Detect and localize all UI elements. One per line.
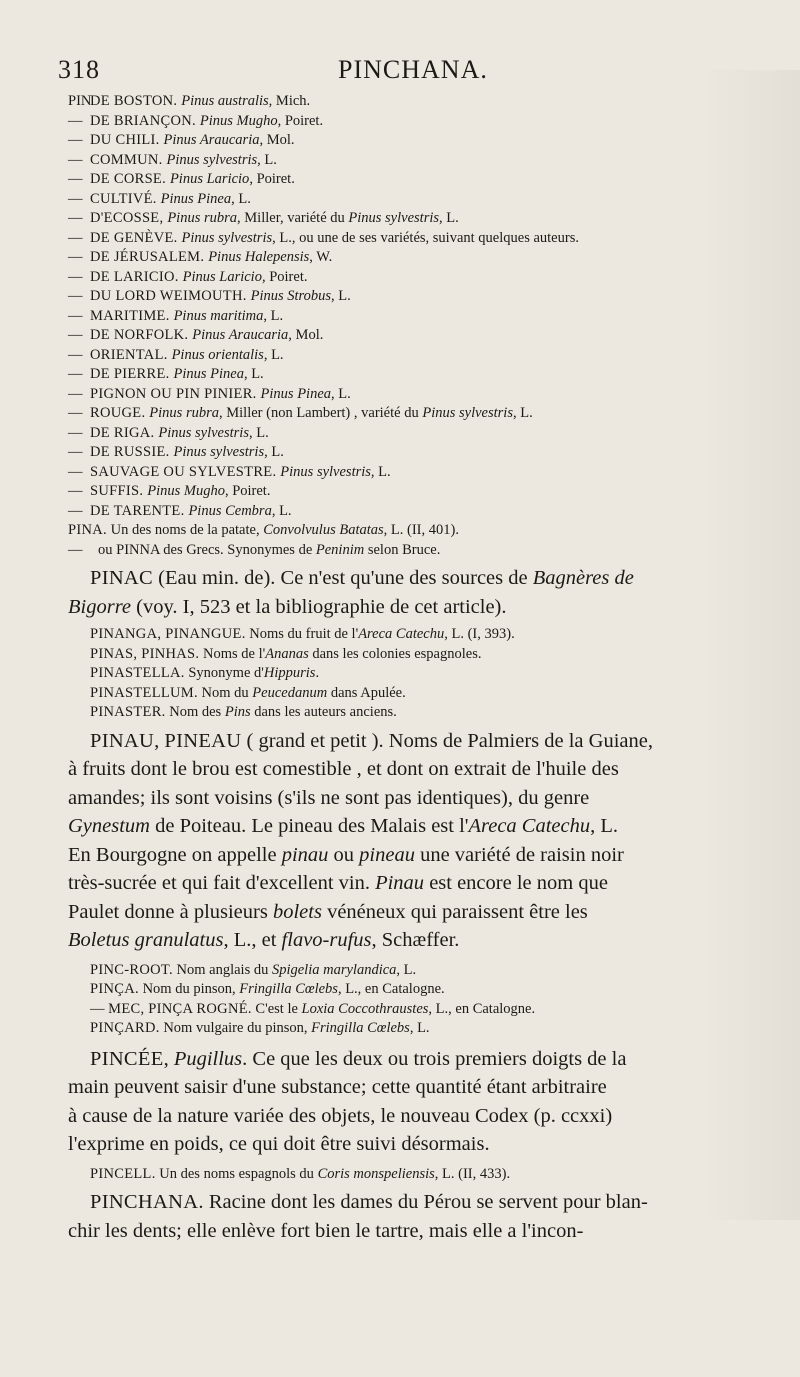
text-run: (voy. I, 523 et la bibliographie de cet article).	[131, 595, 507, 618]
text-run: ( grand et petit ). Noms de Palmiers de la Guiane,	[241, 729, 653, 752]
entry-text: , L.	[331, 288, 351, 304]
pin-sub-entry	[68, 326, 768, 346]
entry-text: Pinus sylvestris	[422, 405, 513, 421]
entry-text: , L.	[231, 190, 251, 207]
text-run: pineau	[359, 843, 415, 866]
text-run: , L. (I, 393).	[444, 626, 515, 642]
text-run: ,	[163, 1047, 174, 1070]
entry-text: Pinus Araucaria	[163, 132, 260, 148]
text-run: , L., et	[223, 929, 282, 951]
text-run: très-sucrée et qui fait d'excellent vin.	[68, 872, 376, 894]
entry-text: Pinus Mugho	[147, 483, 225, 499]
pincee-entry	[68, 1045, 768, 1159]
entry-text: Pinus sylvestris	[280, 463, 371, 480]
entry-headword: DE RIGA.	[90, 424, 159, 441]
page-number: 318	[58, 55, 100, 84]
text-run: PINAS, PINHAS.	[90, 645, 200, 662]
pinau-entry	[68, 727, 768, 955]
entry-text: Pinus Laricio	[169, 171, 250, 187]
text-run: PINEAU	[164, 729, 242, 752]
entry-text: , Miller (non Lambert) , variété du	[219, 405, 423, 421]
entry-headword: MARITIME.	[90, 307, 174, 324]
pin-sub-entry	[68, 248, 768, 268]
text-run: Paulet donne à plusieurs	[68, 900, 273, 923]
entry-text: Pinus sylvestris	[173, 444, 265, 460]
entry-dash: —	[68, 151, 83, 168]
text-line	[68, 1000, 768, 1020]
entry-text: Pinus sylvestris	[158, 424, 249, 441]
text-run: Bagnères de	[532, 567, 634, 589]
entry-headword: DE JÉRUSALEM.	[90, 249, 209, 265]
pin-sub-entry	[68, 190, 768, 210]
text-line	[68, 812, 768, 841]
text-line	[68, 1188, 768, 1217]
text-run: Noms de l'	[199, 645, 266, 662]
entry-dash: —	[68, 483, 83, 499]
text-run: Fringilla Cœlebs	[239, 981, 338, 997]
entry-text: , W.	[309, 249, 333, 265]
dictionary-body	[68, 92, 768, 1245]
entry-dash: —	[68, 249, 83, 265]
entry-headword: DE PIERRE.	[90, 366, 174, 382]
entry-headword: DE TARENTE.	[90, 502, 189, 519]
text-line	[68, 961, 768, 981]
text-run: Noms du fruit de l'	[245, 626, 359, 642]
entry-text: , L. (II, 401).	[383, 522, 459, 538]
text-line	[68, 1073, 768, 1102]
entry-text: Pinus rubra	[167, 210, 238, 226]
entry-headword: DE LARICIO.	[90, 268, 183, 285]
entry-dash: —	[68, 424, 83, 441]
text-run: Bigorre	[68, 595, 132, 618]
text-run: Nom du pinson,	[138, 981, 240, 997]
entry-dash: —	[68, 502, 83, 519]
entry-text: , L.	[263, 307, 284, 324]
text-run: PINASTELLUM.	[90, 684, 198, 701]
entry-dash: —	[68, 307, 83, 324]
text-line	[68, 1217, 768, 1246]
text-run: Nom des	[165, 704, 225, 720]
text-run: amandes; ils sont voisins (s'ils ne sont pas identiques), du genre	[68, 786, 590, 809]
entry-text: Pinus Pinea	[173, 366, 244, 382]
entry-text: , L.	[248, 424, 269, 441]
text-line	[68, 926, 768, 955]
entry-text: , L.	[243, 366, 264, 382]
pin-sub-entry	[68, 346, 768, 366]
text-run: Nom du	[197, 684, 253, 701]
text-run: En Bourgogne on appelle	[68, 843, 282, 866]
entry-dash: —	[68, 288, 83, 304]
entry-text: Pinus Pinea	[160, 190, 232, 207]
entry-text: , Miller, variété du	[237, 210, 349, 226]
pin-entry-list	[68, 92, 768, 521]
pinc-entries	[68, 961, 768, 1039]
pin-sub-entry	[68, 229, 768, 249]
pin-sub-entry	[68, 112, 768, 132]
pin-sub-entry	[68, 209, 768, 229]
text-run: vénéneux qui paraissent être les	[321, 900, 588, 923]
text-run: PINCHANA.	[90, 1191, 204, 1213]
entry-text: selon Bruce.	[364, 541, 441, 558]
pin-sub-entry	[68, 365, 768, 385]
entry-text: Pinus sylvestris	[348, 210, 440, 226]
text-run: dans les auteurs anciens.	[250, 704, 397, 720]
text-run: de Poiteau. Le pineau des Malais est l'	[149, 815, 469, 837]
pin-sub-entry	[68, 151, 768, 171]
pincell-entry	[68, 1165, 768, 1185]
entry-text: , L.	[439, 210, 459, 226]
entry-text: , Poiret.	[261, 268, 308, 285]
text-run: C'est le	[251, 1000, 302, 1017]
text-run: PINAU	[90, 729, 155, 752]
entry-dash: —	[68, 171, 83, 187]
entry-dash: PIN	[68, 93, 92, 109]
text-run: , L., en Catalogne.	[428, 1000, 536, 1017]
text-run: ou	[328, 843, 360, 866]
entry-dash: —	[68, 463, 83, 480]
entry-dash: —	[68, 229, 83, 246]
pinanga-entries	[68, 625, 768, 723]
text-run: est encore le nom que	[424, 872, 608, 894]
entry-headword: CULTIVÉ.	[90, 190, 161, 207]
entry-text: , Mol.	[288, 327, 324, 343]
text-line	[68, 1102, 768, 1131]
text-run: Nom anglais du	[172, 961, 272, 978]
text-line	[68, 898, 768, 927]
entry-text: Pinus Pinea	[260, 385, 332, 402]
text-run: PINÇA.	[90, 981, 139, 997]
entry-text: Pinus Cembra	[188, 502, 272, 519]
entry-headword: DE CORSE.	[90, 171, 170, 187]
entry-text: Pinus orientalis	[171, 346, 264, 363]
entry-text: Pinus maritima	[173, 307, 264, 324]
pin-sub-entry	[68, 424, 768, 444]
text-run: Fringilla Cœlebs	[311, 1020, 410, 1036]
entry-dash: —	[68, 190, 83, 207]
entry-text: Pinus Laricio	[182, 268, 262, 285]
text-run: pinau	[281, 843, 329, 866]
pinchana-entry	[68, 1188, 768, 1245]
text-line	[68, 625, 768, 645]
entry-text: , L.	[331, 385, 351, 402]
entry-text: , L.	[263, 346, 284, 363]
entry-text: , L.	[512, 405, 533, 421]
text-run: Peucedanum	[252, 684, 328, 701]
text-run: PINANGA, PINANGUE.	[90, 626, 246, 642]
text-run: Boletus granulatus	[68, 929, 224, 951]
text-line	[68, 869, 768, 898]
entry-text: , L.	[271, 502, 292, 519]
text-run: bolets	[272, 900, 322, 923]
entry-dash: —	[68, 541, 83, 558]
pin-sub-entry	[68, 482, 768, 502]
pina-line	[68, 521, 768, 541]
pina-line	[68, 541, 768, 561]
entry-dash: —	[68, 385, 83, 402]
text-run: PINÇARD.	[90, 1020, 160, 1036]
entry-text: Pinus sylvestris	[166, 151, 258, 168]
entry-text: Un des noms de la patate,	[106, 522, 264, 538]
entry-headword: SUFFIS.	[90, 483, 148, 499]
entry-text: , L., ou une de ses variétés, suivant quelques auteurs.	[272, 229, 579, 246]
text-run: ,	[154, 729, 165, 752]
entry-text: Peninim	[315, 541, 365, 558]
pin-sub-entry	[68, 307, 768, 327]
entry-text: Pinus australis	[181, 93, 269, 109]
text-run: PINASTELLA.	[90, 665, 185, 681]
pin-sub-entry	[68, 443, 768, 463]
text-run: Pins	[224, 704, 251, 720]
text-line	[68, 684, 768, 704]
text-run: , L.	[409, 1020, 430, 1036]
text-line	[68, 645, 768, 665]
entry-headword: PIGNON OU PIN PINIER.	[90, 385, 261, 402]
text-line	[68, 727, 768, 756]
text-run: PINASTER.	[90, 704, 166, 720]
pin-sub-entry	[68, 287, 768, 307]
text-run: Areca Catechu	[468, 815, 591, 837]
text-run: Un des noms espagnols du	[155, 1165, 318, 1182]
text-run: , L., en Catalogne.	[337, 981, 445, 997]
entry-text: , Poiret.	[277, 112, 324, 129]
entry-text: Pinus Halepensis	[208, 249, 310, 265]
entry-text: , L.	[264, 444, 284, 460]
text-line	[68, 1130, 768, 1159]
text-run: PINCELL.	[90, 1165, 156, 1182]
text-line	[68, 841, 768, 870]
text-run: Ananas	[265, 645, 309, 662]
entry-text: Pinus rubra	[149, 405, 219, 421]
text-run: Coris monspeliensis	[317, 1165, 435, 1182]
text-run: à fruits dont le brou est comestible , et dont on extrait de l'huile des	[68, 758, 619, 780]
entry-text: Pinus Mugho	[199, 112, 278, 129]
text-run: Hippuris	[263, 665, 316, 681]
pin-sub-entry	[68, 268, 768, 288]
entry-text: Pinus Araucaria	[192, 327, 289, 343]
entry-dash: —	[68, 405, 83, 421]
entry-headword: DE NORFOLK.	[90, 327, 193, 343]
text-run: flavo-rufus	[281, 929, 372, 951]
text-run: Areca Catechu	[358, 626, 445, 642]
entry-headword: DE RUSSIE.	[90, 444, 174, 460]
text-run: Gynestum	[68, 815, 150, 837]
entry-text: , Mol.	[259, 132, 295, 148]
text-run: une variété de raisin noir	[414, 843, 624, 866]
text-line	[68, 1019, 768, 1039]
entry-dash: —	[68, 210, 83, 226]
text-run: . Ce que les deux ou trois premiers doigts de la	[242, 1047, 627, 1070]
entry-headword: PINA.	[68, 522, 107, 538]
entry-headword: ROUGE.	[90, 405, 150, 421]
text-line	[68, 784, 768, 813]
text-run: (Eau min. de). Ce n'est qu'une des sources de	[153, 567, 533, 589]
running-title: PINCHANA.	[338, 55, 488, 84]
entry-dash: —	[68, 132, 83, 148]
text-run: MEC, PINÇA ROGNÉ.	[108, 1000, 252, 1017]
text-run: PINCÉE	[90, 1047, 164, 1070]
text-run: , L. (II, 433).	[434, 1165, 511, 1182]
entry-headword: DU LORD WEIMOUTH.	[90, 288, 251, 304]
entry-headword: D'ECOSSE,	[90, 210, 168, 226]
text-line	[68, 980, 768, 1000]
pin-sub-entry	[68, 170, 768, 190]
text-run: Pugillus	[173, 1047, 243, 1070]
entry-dash: —	[68, 444, 83, 460]
text-run: dans les colonies espagnoles.	[308, 645, 482, 662]
pinac-entry	[68, 564, 768, 621]
pin-sub-entry	[68, 92, 768, 112]
text-run: Loxia Coccothraustes	[301, 1000, 429, 1017]
entry-dash: —	[68, 112, 83, 129]
text-line	[68, 1045, 768, 1074]
text-line	[68, 703, 768, 723]
text-run: Synonyme d'	[184, 665, 264, 681]
text-run: —	[90, 1000, 109, 1017]
entry-dash: —	[68, 346, 83, 363]
page-header	[58, 55, 758, 95]
text-run: Spigelia marylandica	[271, 961, 397, 978]
text-run: Nom vulgaire du pinson,	[159, 1020, 312, 1036]
text-run: .	[315, 665, 320, 681]
text-run: main peuvent saisir d'une substance; cette quantité étant arbitraire	[68, 1076, 607, 1098]
text-run: Pinau	[375, 872, 425, 894]
entry-headword: DE BOSTON.	[90, 93, 182, 109]
entry-headword: DE GENÈVE.	[90, 229, 182, 246]
entry-headword: DE BRIANÇON.	[90, 112, 200, 129]
text-run: PINC-ROOT.	[90, 961, 173, 978]
entry-text: , L.	[370, 463, 391, 480]
text-run: Racine dont les dames du Pérou se servent pour blan-	[203, 1191, 648, 1213]
entry-text: , Mich.	[268, 93, 311, 109]
pina-entry	[68, 521, 768, 560]
text-run: à cause de la nature variée des objets, le nouveau Codex (p. ccxxi)	[68, 1104, 613, 1127]
text-line	[68, 593, 768, 622]
entry-text: Pinus Strobus	[250, 288, 332, 304]
text-run: chir les dents; elle enlève fort bien le tartre, mais elle a l'incon-	[68, 1219, 584, 1242]
entry-dash: —	[68, 327, 83, 343]
text-run: , Schæffer.	[371, 929, 460, 951]
entry-dash: —	[68, 268, 83, 285]
text-run: l'exprime en poids, ce qui doit être suivi désormais.	[68, 1133, 490, 1155]
entry-text: ou PINNA des Grecs. Synonymes de	[98, 541, 316, 558]
text-line	[68, 755, 768, 784]
entry-text: , L.	[257, 151, 277, 168]
pin-sub-entry	[68, 131, 768, 151]
text-line	[68, 664, 768, 684]
entry-text: Convolvulus Batatas	[263, 522, 384, 538]
pin-sub-entry	[68, 385, 768, 405]
text-run: , L.	[590, 815, 619, 837]
text-line	[68, 1165, 768, 1185]
entry-text: , Poiret.	[249, 171, 295, 187]
entry-headword: COMMUN.	[90, 151, 167, 168]
text-line	[68, 564, 768, 593]
entry-headword: DU CHILI.	[90, 132, 164, 148]
text-run: , L.	[396, 961, 417, 978]
entry-text: , Poiret.	[224, 483, 271, 499]
pin-sub-entry	[68, 463, 768, 483]
pin-sub-entry	[68, 404, 768, 424]
entry-headword: ORIENTAL.	[90, 346, 172, 363]
pin-sub-entry	[68, 502, 768, 522]
text-run: PINAC	[90, 567, 154, 589]
entry-dash: —	[68, 366, 83, 382]
entry-text: Pinus sylvestris	[181, 229, 273, 246]
entry-headword: SAUVAGE OU SYLVESTRE.	[90, 463, 281, 480]
text-run: dans Apulée.	[327, 684, 406, 701]
